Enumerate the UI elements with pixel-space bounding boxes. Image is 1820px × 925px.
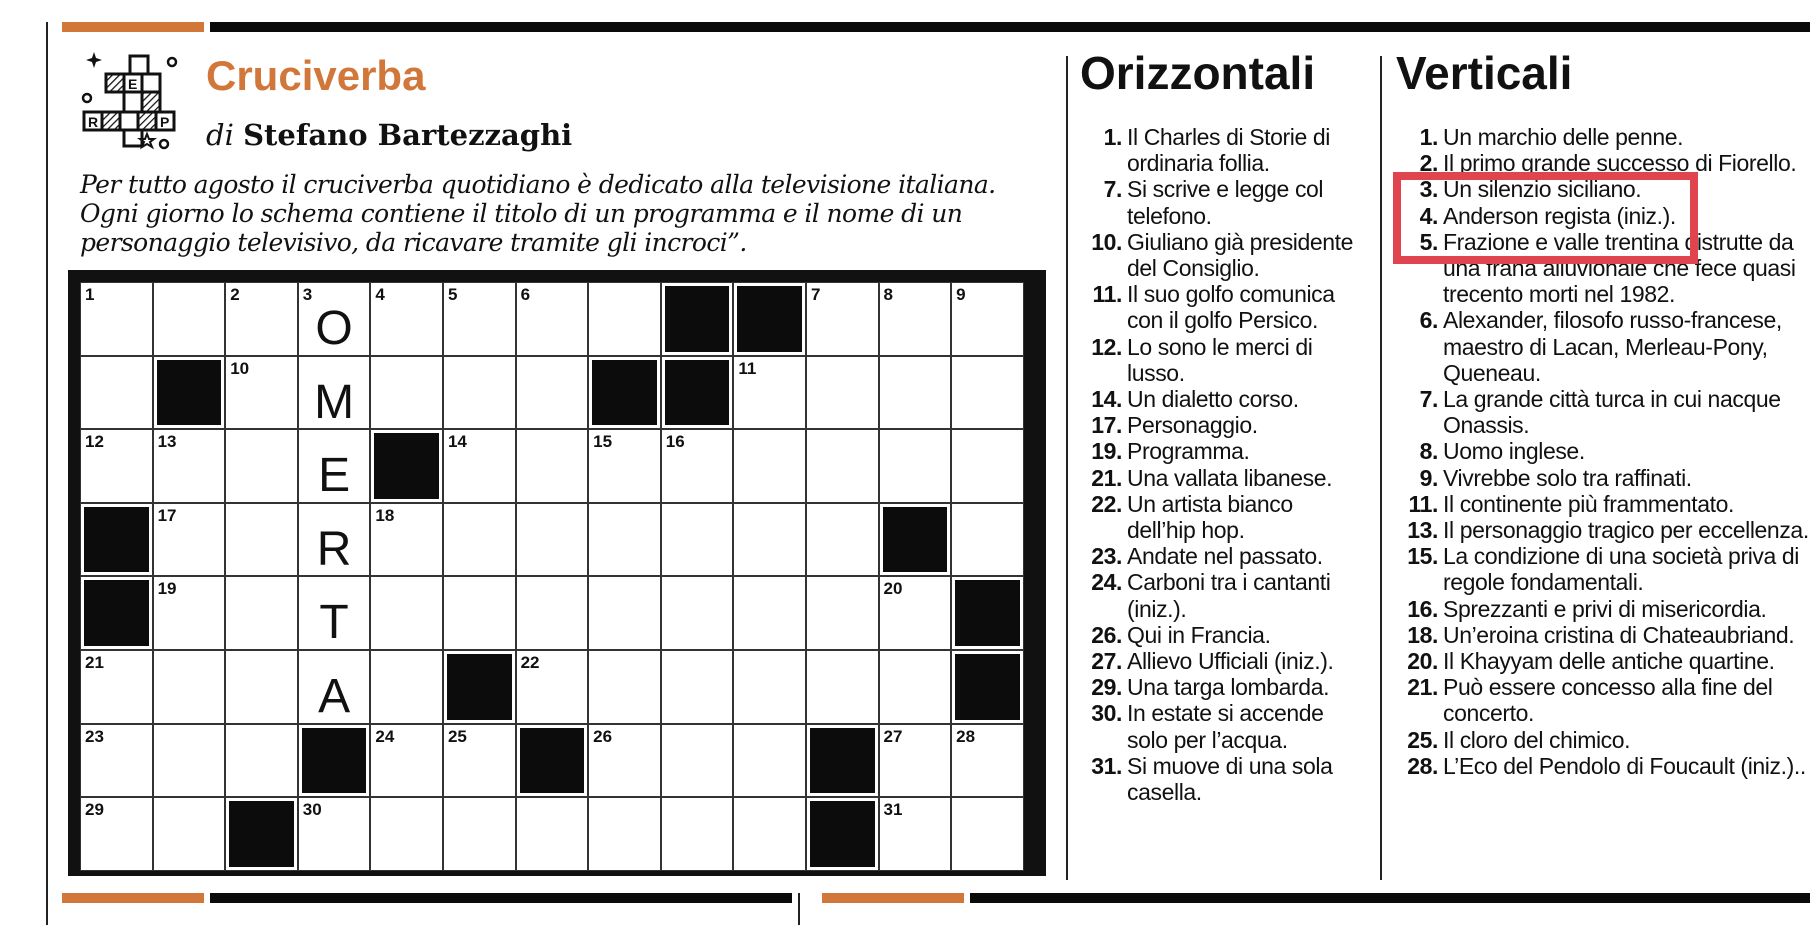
column-divider-2 bbox=[1380, 56, 1382, 880]
grid-cell[interactable] bbox=[516, 282, 589, 356]
clue-text: In estate si accende solo per l’acqua. bbox=[1127, 700, 1324, 753]
clue-text: Carboni tra i cantanti (iniz.). bbox=[1127, 569, 1331, 622]
grid-cell[interactable] bbox=[879, 356, 952, 430]
grid-cell[interactable] bbox=[951, 282, 1024, 356]
clue-number: 25. bbox=[1407, 726, 1438, 753]
clue-number: 22. bbox=[1091, 490, 1122, 517]
clue-item bbox=[1080, 543, 1360, 569]
clue-number: 8. bbox=[1419, 438, 1438, 465]
clue-item bbox=[1396, 465, 1812, 491]
grid-cell[interactable] bbox=[298, 429, 371, 503]
grid-cell[interactable] bbox=[80, 724, 153, 798]
grid-cell[interactable] bbox=[661, 503, 734, 577]
grid-cell[interactable] bbox=[370, 282, 443, 356]
clue-text: Qui in Francia. bbox=[1127, 621, 1271, 648]
grid-cell[interactable] bbox=[661, 797, 734, 871]
grid-cell[interactable] bbox=[733, 429, 806, 503]
grid-cell[interactable] bbox=[806, 282, 879, 356]
grid-cell[interactable] bbox=[806, 503, 879, 577]
clue-text: Una vallata libanese. bbox=[1127, 464, 1333, 491]
black-cell bbox=[733, 282, 806, 356]
cell-number: 10 bbox=[230, 358, 250, 378]
cell-letter: E bbox=[318, 449, 351, 503]
cell-number: 7 bbox=[810, 285, 821, 304]
grid-cell[interactable] bbox=[516, 797, 589, 871]
clue-item bbox=[1396, 596, 1812, 622]
clue-item bbox=[1080, 491, 1360, 543]
grid-cell[interactable] bbox=[298, 576, 371, 650]
grid-cell[interactable] bbox=[516, 429, 589, 503]
bottom-divider bbox=[798, 893, 800, 925]
clue-text: Una targa lombarda. bbox=[1127, 674, 1330, 701]
clue-text: Vivrebbe solo tra raffinati. bbox=[1443, 464, 1692, 491]
cell-number: 22 bbox=[520, 652, 540, 672]
grid-cell[interactable] bbox=[370, 724, 443, 798]
clue-number: 27. bbox=[1091, 648, 1122, 675]
clue-text: La condizione di una società priva di regole fondamentali. bbox=[1443, 543, 1799, 596]
grid-cell[interactable] bbox=[733, 356, 806, 430]
clue-text: Frazione e valle trentina distrutte da una frana alluvionale che fece quasi trecento morti nel 1982. bbox=[1443, 228, 1796, 308]
clue-text: Allievo Ufficiali (iniz.). bbox=[1127, 648, 1334, 675]
black-cell bbox=[661, 282, 734, 356]
clue-number: 4. bbox=[1419, 202, 1438, 229]
bottom-rule-left bbox=[210, 893, 792, 903]
grid-cell[interactable] bbox=[443, 282, 516, 356]
clue-item bbox=[1080, 438, 1360, 464]
intro-text: Per tutto agosto il cruciverba quotidiano è dedicato alla televisione italiana. Ogni giorno lo schema contiene il titolo di un programma e il nome di un personaggio televisivo, da ricavare tramite gli incroci”. bbox=[80, 170, 996, 257]
grid-cell[interactable] bbox=[661, 576, 734, 650]
black-cell bbox=[588, 356, 661, 430]
clue-number: 2. bbox=[1419, 150, 1438, 177]
grid-cell[interactable] bbox=[516, 650, 589, 724]
clue-number: 19. bbox=[1091, 438, 1122, 465]
cell-number: 27 bbox=[883, 726, 903, 746]
clue-text: Il personaggio tragico per eccellenza. bbox=[1443, 517, 1809, 544]
grid-cell[interactable] bbox=[951, 797, 1024, 871]
grid-cell[interactable] bbox=[806, 429, 879, 503]
clue-number: 7. bbox=[1103, 176, 1122, 203]
grid-cell[interactable] bbox=[951, 503, 1024, 577]
clue-text: Alexander, filosofo russo-francese, maestro di Lacan, Merleau-Pony, Queneau. bbox=[1443, 307, 1782, 386]
grid-cell[interactable] bbox=[443, 724, 516, 798]
grid-cell[interactable] bbox=[443, 503, 516, 577]
grid-cell[interactable] bbox=[80, 282, 153, 356]
grid-cell[interactable] bbox=[588, 797, 661, 871]
clue-number: 18. bbox=[1407, 621, 1438, 648]
black-cell bbox=[153, 356, 226, 430]
grid-cell[interactable] bbox=[879, 429, 952, 503]
clue-text: Andate nel passato. bbox=[1127, 543, 1323, 570]
grid-cell[interactable] bbox=[443, 429, 516, 503]
cell-number: 26 bbox=[593, 726, 613, 746]
cell-number: 23 bbox=[85, 726, 104, 746]
bottom-rule-accent-right bbox=[822, 893, 964, 903]
clue-item bbox=[1396, 727, 1812, 753]
cell-number: 11 bbox=[738, 358, 757, 378]
cell-number: 25 bbox=[447, 726, 467, 746]
clue-text: Il continente più frammentato. bbox=[1443, 490, 1734, 517]
clue-text: Un silenzio siciliano. bbox=[1443, 176, 1642, 203]
black-cell bbox=[443, 650, 516, 724]
cell-number: 31 bbox=[883, 800, 903, 820]
clue-number: 11. bbox=[1408, 490, 1438, 517]
grid-cell[interactable] bbox=[588, 429, 661, 503]
cell-number: 20 bbox=[883, 579, 903, 599]
grid-cell[interactable] bbox=[806, 356, 879, 430]
grid-cell[interactable] bbox=[806, 576, 879, 650]
clue-item bbox=[1396, 517, 1812, 543]
clue-text: Programma. bbox=[1127, 438, 1250, 465]
clue-item bbox=[1080, 753, 1360, 805]
grid-cell[interactable] bbox=[879, 797, 952, 871]
black-cell bbox=[806, 797, 879, 871]
column-divider-1 bbox=[1066, 56, 1068, 880]
black-cell bbox=[516, 724, 589, 798]
grid-cell[interactable] bbox=[588, 282, 661, 356]
clue-number: 1. bbox=[1419, 124, 1438, 150]
cell-number: 6 bbox=[520, 285, 531, 304]
grid-cell[interactable] bbox=[879, 576, 952, 650]
black-cell bbox=[879, 503, 952, 577]
grid-cell[interactable] bbox=[370, 797, 443, 871]
orizzontali-title: Orizzontali bbox=[1080, 47, 1316, 99]
clue-text: Sprezzanti e privi di misericordia. bbox=[1443, 595, 1767, 622]
clue-item bbox=[1080, 124, 1360, 176]
clue-text: Il Charles di Storie di ordinaria follia. bbox=[1127, 124, 1330, 177]
clue-item bbox=[1396, 307, 1812, 386]
grid-cells bbox=[80, 282, 1024, 871]
clue-number: 30. bbox=[1091, 700, 1122, 727]
grid-cell[interactable] bbox=[733, 576, 806, 650]
grid-cell[interactable] bbox=[588, 650, 661, 724]
clue-text: Il Khayyam delle antiche quartine. bbox=[1443, 648, 1775, 675]
clue-item bbox=[1080, 229, 1360, 281]
cell-number: 13 bbox=[157, 432, 177, 452]
grid-cell[interactable] bbox=[225, 576, 298, 650]
black-cell bbox=[951, 576, 1024, 650]
clue-text: Un dialetto corso. bbox=[1127, 386, 1299, 413]
clue-number: 15. bbox=[1407, 543, 1438, 570]
black-cell bbox=[80, 576, 153, 650]
clue-number: 31. bbox=[1091, 752, 1122, 779]
clue-number: 26. bbox=[1091, 621, 1122, 648]
cell-number: 24 bbox=[375, 726, 395, 746]
grid-cell[interactable] bbox=[951, 724, 1024, 798]
grid-cell[interactable] bbox=[80, 356, 153, 430]
clue-item bbox=[1080, 412, 1360, 438]
grid-cell[interactable] bbox=[733, 724, 806, 798]
clue-number: 10. bbox=[1091, 228, 1122, 255]
clue-number: 16. bbox=[1407, 595, 1438, 622]
clue-item bbox=[1396, 622, 1812, 648]
cell-number: 30 bbox=[302, 800, 322, 820]
grid-cell[interactable] bbox=[153, 429, 226, 503]
grid-cell[interactable] bbox=[225, 429, 298, 503]
cell-number: 14 bbox=[447, 432, 467, 452]
grid-cell[interactable] bbox=[733, 650, 806, 724]
cell-number: 21 bbox=[85, 652, 104, 672]
clue-number: 9. bbox=[1419, 464, 1438, 491]
clue-item bbox=[1080, 281, 1360, 333]
grid-cell[interactable] bbox=[806, 650, 879, 724]
cell-letter: T bbox=[319, 596, 349, 650]
cell-letter: M bbox=[314, 375, 355, 429]
grid-cell[interactable] bbox=[879, 282, 952, 356]
clue-number: 21. bbox=[1407, 674, 1438, 701]
clue-number: 17. bbox=[1091, 412, 1122, 439]
cell-number: 1 bbox=[85, 285, 95, 304]
grid-cell[interactable] bbox=[298, 282, 371, 356]
bottom-rule-accent-left bbox=[62, 893, 204, 903]
clue-item bbox=[1396, 674, 1812, 726]
grid-cell[interactable] bbox=[298, 356, 371, 430]
cell-number: 29 bbox=[85, 800, 104, 820]
clue-item bbox=[1396, 648, 1812, 674]
grid-cell[interactable] bbox=[733, 797, 806, 871]
grid-cell[interactable] bbox=[153, 503, 226, 577]
grid-cell[interactable] bbox=[588, 724, 661, 798]
grid-cell[interactable] bbox=[443, 576, 516, 650]
cell-letter: O bbox=[315, 302, 353, 355]
clue-text: Può essere concesso alla fine del concerto. bbox=[1443, 674, 1773, 727]
clue-text: Un marchio delle penne. bbox=[1443, 124, 1684, 150]
clue-number: 7. bbox=[1419, 386, 1438, 413]
grid-cell[interactable] bbox=[443, 356, 516, 430]
cell-number: 18 bbox=[375, 505, 395, 525]
cell-number: 3 bbox=[302, 285, 313, 304]
grid-cell[interactable] bbox=[443, 797, 516, 871]
grid-cell[interactable] bbox=[879, 724, 952, 798]
clue-number: 11. bbox=[1092, 281, 1122, 308]
black-cell bbox=[80, 503, 153, 577]
grid-cell[interactable] bbox=[661, 650, 734, 724]
bottom-rule-right bbox=[970, 893, 1810, 903]
clue-item bbox=[1396, 124, 1812, 150]
cell-number: 16 bbox=[665, 432, 685, 452]
grid-cell[interactable] bbox=[879, 650, 952, 724]
clue-text: Si scrive e legge col telefono. bbox=[1127, 176, 1324, 229]
clue-item bbox=[1396, 543, 1812, 595]
grid-cell[interactable] bbox=[661, 429, 734, 503]
grid-cell[interactable] bbox=[80, 650, 153, 724]
clue-text: Il cloro del chimico. bbox=[1443, 726, 1631, 753]
author-name: Stefano Bartezzaghi bbox=[243, 118, 573, 152]
cell-number: 15 bbox=[593, 432, 613, 452]
cell-number: 12 bbox=[85, 432, 104, 452]
clue-item bbox=[1080, 569, 1360, 621]
black-cell bbox=[370, 429, 443, 503]
cell-letter: A bbox=[318, 669, 351, 723]
grid-cell[interactable] bbox=[153, 282, 226, 356]
clue-text: Personaggio. bbox=[1127, 412, 1258, 439]
top-rule bbox=[210, 22, 1810, 32]
clue-text: L’Eco del Pendolo di Foucault (iniz.).. bbox=[1443, 752, 1806, 779]
byline-prefix: di bbox=[206, 118, 234, 152]
clue-item bbox=[1396, 438, 1812, 464]
logo-letter-e: E bbox=[128, 76, 138, 92]
grid-cell[interactable] bbox=[516, 576, 589, 650]
clue-number: 12. bbox=[1091, 333, 1122, 360]
grid-cell[interactable] bbox=[153, 650, 226, 724]
cell-number: 28 bbox=[956, 726, 976, 746]
clue-number: 14. bbox=[1091, 386, 1122, 413]
black-cell bbox=[661, 356, 734, 430]
clue-item bbox=[1080, 648, 1360, 674]
highlight-box bbox=[1393, 172, 1698, 264]
top-rule-accent bbox=[62, 22, 204, 32]
clue-item bbox=[1080, 176, 1360, 228]
grid-cell[interactable] bbox=[225, 503, 298, 577]
clue-number: 20. bbox=[1407, 648, 1438, 675]
grid-cell[interactable] bbox=[370, 503, 443, 577]
clue-item bbox=[1080, 700, 1360, 752]
clue-number: 28. bbox=[1407, 752, 1438, 779]
clue-text: La grande città turca in cui nacque Onassis. bbox=[1443, 386, 1781, 439]
cell-number: 5 bbox=[447, 285, 458, 304]
black-cell bbox=[806, 724, 879, 798]
clue-text: Anderson regista (iniz.). bbox=[1443, 202, 1676, 229]
grid-cell[interactable] bbox=[588, 503, 661, 577]
clue-number: 6. bbox=[1419, 307, 1438, 334]
logo-letter-p: P bbox=[160, 114, 170, 130]
grid-cell[interactable] bbox=[225, 356, 298, 430]
left-margin-rule bbox=[46, 22, 48, 925]
black-cell bbox=[225, 797, 298, 871]
clue-item bbox=[1080, 622, 1360, 648]
cell-number: 19 bbox=[157, 579, 177, 599]
clue-number: 1. bbox=[1103, 124, 1122, 150]
clue-item bbox=[1080, 465, 1360, 491]
grid-cell[interactable] bbox=[298, 503, 371, 577]
clue-text: Si muove di una sola casella. bbox=[1127, 752, 1333, 806]
clue-text: Il primo grande successo di Fiorello. bbox=[1443, 150, 1797, 177]
grid-cell[interactable] bbox=[516, 503, 589, 577]
grid-cell[interactable] bbox=[153, 576, 226, 650]
grid-cell[interactable] bbox=[951, 356, 1024, 430]
grid-cell[interactable] bbox=[80, 429, 153, 503]
grid-cell[interactable] bbox=[153, 724, 226, 798]
cell-number: 8 bbox=[883, 285, 893, 304]
clue-number: 23. bbox=[1091, 543, 1122, 570]
grid-cell[interactable] bbox=[298, 797, 371, 871]
clue-number: 13. bbox=[1407, 517, 1438, 544]
grid-cell[interactable] bbox=[225, 650, 298, 724]
clue-text: Lo sono le merci di lusso. bbox=[1127, 333, 1313, 386]
crossword-logo-icon bbox=[80, 50, 180, 150]
clue-number: 21. bbox=[1091, 464, 1122, 491]
grid-cell[interactable] bbox=[80, 797, 153, 871]
logo-letter-r: R bbox=[88, 114, 99, 130]
clue-item bbox=[1396, 491, 1812, 517]
grid-cell[interactable] bbox=[370, 356, 443, 430]
clue-text: Un’eroina cristina di Chateaubriand. bbox=[1443, 621, 1795, 648]
grid-cell[interactable] bbox=[370, 650, 443, 724]
grid-cell[interactable] bbox=[298, 650, 371, 724]
clue-item bbox=[1080, 674, 1360, 700]
grid-cell[interactable] bbox=[225, 724, 298, 798]
cell-number: 17 bbox=[157, 505, 177, 525]
clue-text: Uomo inglese. bbox=[1443, 438, 1585, 465]
grid-cell[interactable] bbox=[733, 503, 806, 577]
cell-number: 2 bbox=[230, 285, 240, 304]
clue-number: 24. bbox=[1091, 569, 1122, 596]
black-cell bbox=[298, 724, 371, 798]
orizzontali-clues bbox=[1080, 124, 1360, 805]
grid-cell[interactable] bbox=[153, 797, 226, 871]
clue-item bbox=[1396, 386, 1812, 438]
grid-cell[interactable] bbox=[588, 576, 661, 650]
cell-number: 4 bbox=[375, 285, 385, 304]
clue-item bbox=[1080, 386, 1360, 412]
grid-cell[interactable] bbox=[661, 724, 734, 798]
verticali-title: Verticali bbox=[1396, 47, 1573, 99]
clue-text: Il suo golfo comunica con il golfo Persico. bbox=[1127, 281, 1335, 334]
clue-text: Giuliano già presidente del Consiglio. bbox=[1127, 228, 1354, 282]
clue-number: 5. bbox=[1419, 228, 1438, 255]
cell-letter: R bbox=[316, 522, 352, 576]
clue-item bbox=[1080, 334, 1360, 386]
page-title: Cruciverba bbox=[206, 52, 426, 99]
grid-cell[interactable] bbox=[516, 356, 589, 430]
grid-cell[interactable] bbox=[225, 282, 298, 356]
black-cell bbox=[951, 650, 1024, 724]
cell-number: 9 bbox=[956, 285, 966, 304]
clue-number: 29. bbox=[1091, 674, 1122, 701]
grid-cell[interactable] bbox=[951, 429, 1024, 503]
clue-item bbox=[1396, 753, 1812, 779]
clue-text: Un artista bianco dell’hip hop. bbox=[1127, 490, 1293, 544]
clue-number: 3. bbox=[1419, 176, 1438, 203]
grid-cell[interactable] bbox=[370, 576, 443, 650]
crossword-grid bbox=[68, 270, 1046, 876]
byline bbox=[206, 118, 572, 152]
